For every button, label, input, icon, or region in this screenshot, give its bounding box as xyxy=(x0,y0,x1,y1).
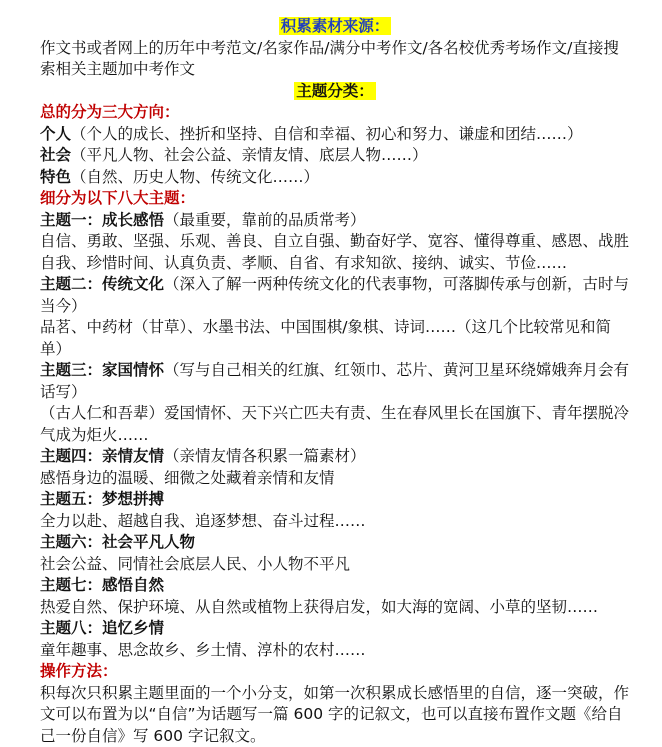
theme-note: （深入了解一两种传统文化的代表事物，可落脚传承与创新，古时与当今） xyxy=(40,275,629,315)
direction-label: 社会 xyxy=(40,146,71,164)
theme-4-content: 感悟身边的温暖、细微之处藏着亲情和友情 xyxy=(40,468,630,490)
theme-label: 主题一：成长感悟 xyxy=(40,211,164,229)
theme-8-header xyxy=(40,618,630,640)
theme-note: （亲情友情各积累一篇素材） xyxy=(164,447,366,465)
source-heading: 积累素材来源： xyxy=(279,17,392,35)
theme-label: 主题二：传统文化 xyxy=(40,275,164,293)
theme-6-header xyxy=(40,532,630,554)
direction-desc: （自然、历史人物、传统文化……） xyxy=(71,168,319,186)
method-text: 积每次只积累主题里面的一个小分支，如第一次积累成长感悟里的自信，逐一突破，作文可以布置为以“自信”为话题写一篇 600 字的记叙文，也可以直接布置作文题《给自己一份自信》写 600 字记叙文。 xyxy=(40,683,630,747)
theme-note: （最重要，靠前的品质常考） xyxy=(164,211,366,229)
source-heading-line xyxy=(40,16,630,38)
direction-society xyxy=(40,145,630,167)
theme-7-content: 热爱自然、保护环境、从自然或植物上获得启发，如大海的宽阔、小草的坚韧…… xyxy=(40,597,630,619)
source-text: 作文书或者网上的历年中考范文/名家作品/满分中考作文/各名校优秀考场作文/直接搜索相关主题加中考作文 xyxy=(40,38,630,81)
direction-desc: （个人的成长、挫折和坚持、自信和幸福、初心和努力、谦虚和团结……） xyxy=(71,125,583,143)
theme-label: 主题七：感悟自然 xyxy=(40,576,164,594)
theme-2-header xyxy=(40,274,630,317)
three-directions-title: 总的分为三大方向： xyxy=(40,102,630,124)
direction-feature xyxy=(40,167,630,189)
theme-5-header xyxy=(40,489,630,511)
theme-2-content: 品茗、中药材（甘草）、水墨书法、中国围棋/象棋、诗词……（这几个比较常见和简单） xyxy=(40,317,630,360)
theme-5-content: 全力以赴、超越自我、追逐梦想、奋斗过程…… xyxy=(40,511,630,533)
direction-label: 个人 xyxy=(40,125,71,143)
category-heading: 主题分类： xyxy=(294,82,376,100)
theme-label: 主题四：亲情友情 xyxy=(40,447,164,465)
theme-1-header xyxy=(40,210,630,232)
theme-8-content: 童年趣事、思念故乡、乡土情、淳朴的农村…… xyxy=(40,640,630,662)
document-page xyxy=(40,16,630,747)
theme-1-content: 自信、勇敢、坚强、乐观、善良、自立自强、勤奋好学、宽容、懂得尊重、感恩、战胜自我、珍惜时间、认真负责、孝顺、自省、有求知欲、接纳、诚实、节俭…… xyxy=(40,231,630,274)
eight-themes-title: 细分为以下八大主题： xyxy=(40,188,630,210)
category-heading-line xyxy=(40,81,630,103)
theme-7-header xyxy=(40,575,630,597)
theme-label: 主题三：家国情怀 xyxy=(40,361,164,379)
theme-label: 主题八：追忆乡情 xyxy=(40,619,164,637)
theme-4-header xyxy=(40,446,630,468)
theme-3-header xyxy=(40,360,630,403)
theme-6-content: 社会公益、同情社会底层人民、小人物不平凡 xyxy=(40,554,630,576)
direction-desc: （平凡人物、社会公益、亲情友情、底层人物……） xyxy=(71,146,428,164)
theme-label: 主题六：社会平凡人物 xyxy=(40,533,195,551)
direction-label: 特色 xyxy=(40,168,71,186)
direction-personal xyxy=(40,124,630,146)
theme-3-content: （古人仁和吾辈）爱国情怀、天下兴亡匹夫有责、生在春风里长在国旗下、青年摆脱冷气成为炬火…… xyxy=(40,403,630,446)
theme-note: （写与自己相关的红旗、红领巾、芯片、黄河卫星环绕嫦娥奔月会有话写） xyxy=(40,361,629,401)
theme-label: 主题五：梦想拼搏 xyxy=(40,490,164,508)
method-title: 操作方法： xyxy=(40,661,630,683)
